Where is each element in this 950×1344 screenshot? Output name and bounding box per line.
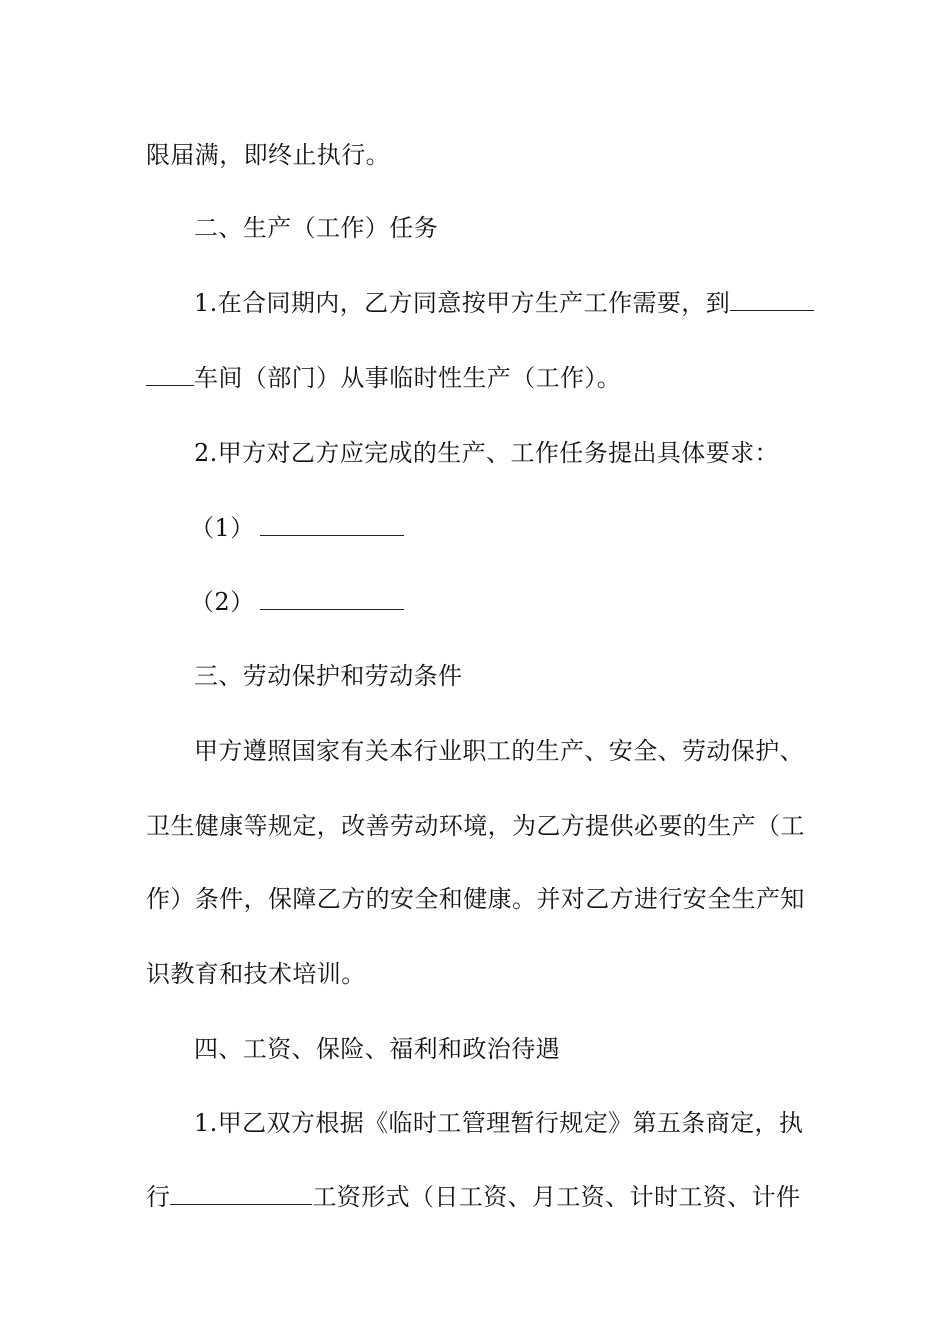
line-text: 作）条件，保障乙方的安全和健康。并对乙方进行安全生产知 bbox=[146, 885, 805, 913]
paragraph-line bbox=[146, 884, 806, 914]
section-heading bbox=[194, 213, 806, 243]
heading-text: 四、工资、保险、福利和政治待遇 bbox=[194, 1035, 560, 1063]
fill-in-blank[interactable] bbox=[170, 1182, 312, 1205]
fill-in-blank[interactable] bbox=[730, 288, 814, 311]
item-number: （1） bbox=[190, 514, 255, 542]
paragraph-line bbox=[146, 959, 806, 989]
item-number: （2） bbox=[190, 588, 255, 616]
line-text: 1.甲乙双方根据《临时工管理暂行规定》第五条商定，执 bbox=[194, 1109, 804, 1137]
paragraph-line bbox=[194, 438, 806, 468]
paragraph-line bbox=[146, 363, 806, 393]
line-text: 行 bbox=[146, 1183, 171, 1211]
paragraph-line bbox=[146, 140, 806, 170]
paragraph-line bbox=[146, 1182, 806, 1212]
section-heading bbox=[194, 1034, 806, 1064]
paragraph-line bbox=[194, 1108, 806, 1138]
line-text: 1.在合同期内，乙方同意按甲方生产工作需要，到 bbox=[194, 289, 731, 317]
line-text: 甲方遵照国家有关本行业职工的生产、安全、劳动保护、 bbox=[194, 737, 804, 765]
paragraph-line bbox=[146, 811, 806, 841]
line-text: 识教育和技术培训。 bbox=[146, 960, 366, 988]
heading-text: 三、劳动保护和劳动条件 bbox=[194, 662, 463, 690]
line-text: 限届满，即终止执行。 bbox=[146, 141, 390, 169]
section-heading bbox=[194, 661, 806, 691]
requirement-item bbox=[190, 587, 806, 617]
paragraph-line bbox=[194, 736, 806, 766]
requirement-item bbox=[190, 513, 806, 543]
line-text: 卫生健康等规定，改善劳动环境，为乙方提供必要的生产（工 bbox=[146, 812, 805, 840]
line-text: 车间（部门）从事临时性生产（工作）。 bbox=[194, 364, 622, 392]
line-text: 工资形式（日工资、月工资、计时工资、计件 bbox=[312, 1183, 801, 1211]
fill-in-blank[interactable] bbox=[260, 587, 404, 610]
fill-in-blank[interactable] bbox=[260, 513, 404, 536]
line-text: 2.甲方对乙方应完成的生产、工作任务提出具体要求： bbox=[194, 439, 779, 467]
paragraph-line bbox=[194, 288, 806, 318]
heading-text: 二、生产（工作）任务 bbox=[194, 214, 438, 242]
fill-in-blank[interactable] bbox=[146, 363, 194, 386]
